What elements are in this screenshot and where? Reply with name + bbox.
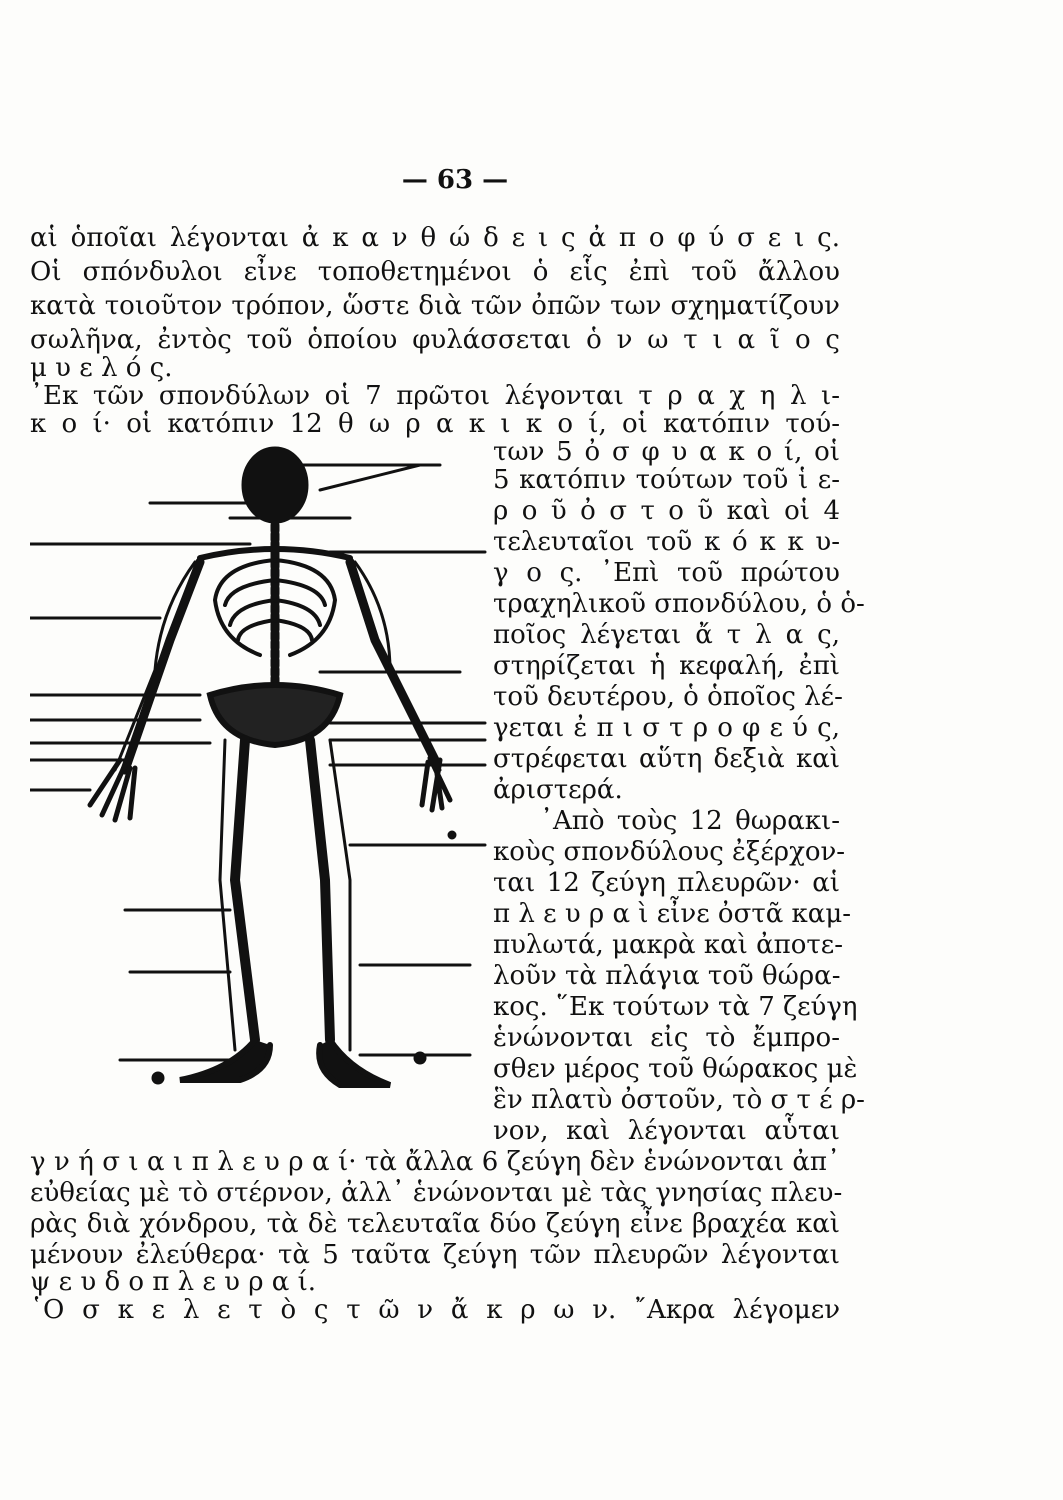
text-line: εὐθείας μὲ τὸ στέρνον, ἀλλ᾿ ἑνώνονται μὲ τὰς γνησίας πλευ-	[30, 1178, 843, 1208]
text-line: λοῦν τὰ πλάγια τοῦ θώρα-	[493, 961, 841, 991]
text-line: πυλωτά, μακρὰ καὶ ἀποτε-	[493, 930, 844, 960]
text-line: στηρίζεται ἡ κεφαλή, ἐπὶ	[493, 651, 840, 681]
text-line: κος. ῞Εκ τούτων τὰ 7 ζεύγη	[493, 992, 858, 1022]
text-line: ᾿Εκ τῶν σπονδύλων οἱ 7 πρῶτοι λέγονται τ ρ α χ η λ ι-	[30, 381, 840, 411]
text-line: ρὰς διὰ χόνδρου, τὰ δὲ τελευταῖα δύο ζεύγη εἶνε βραχέα καὶ	[30, 1209, 840, 1239]
page-number: — 63 —	[401, 165, 509, 195]
text-line: ἀριστερά.	[493, 775, 623, 805]
text-line: στρέφεται αὕτη δεξιὰ καὶ	[493, 744, 840, 774]
text-line: μένουν ἐλεύθερα· τὰ 5 ταῦτα ζεύγη τῶν πλευρῶν λέγονται	[30, 1240, 840, 1270]
text-line: ποῖος λέγεται ἄ τ λ α ς,	[493, 620, 840, 650]
text-line: ἑνώνονται εἰς τὸ ἔμπρο-	[493, 1023, 840, 1053]
text-line: ῾Ο σ κ ε λ ε τ ὸ ς τ ῶ ν ἄ κ ρ ω ν. ῎Ακρα λέγομεν	[30, 1295, 840, 1325]
skeleton-drawing	[30, 440, 490, 1100]
text-line: κ ο ί· οἱ κατόπιν 12 θ ω ρ α κ ι κ ο ί, οἱ κατόπιν τού-	[30, 409, 840, 439]
text-line: π λ ε υ ρ α ὶ εἶνε ὀστᾶ καμ-	[493, 899, 852, 929]
text-line: μ υ ε λ ό ς.	[30, 353, 173, 383]
text-line: γεται ἐ π ι σ τ ρ ο φ ε ύ ς,	[493, 713, 840, 743]
text-line: ἓν πλατὺ ὀστοῦν, τὸ σ τ έ ρ-	[493, 1085, 865, 1115]
text-line: γ ο ς. ᾿Επὶ τοῦ πρώτου	[493, 558, 840, 588]
text-line: των 5 ὀ σ φ υ α κ ο ί, οἱ	[493, 437, 840, 467]
text-line: τελευταῖοι τοῦ κ ό κ κ υ-	[493, 527, 840, 557]
text-line: αἱ ὁποῖαι λέγονται ἀ κ α ν θ ώ δ ε ι ς ἀ π ο φ ύ σ ε ι ς.	[30, 223, 840, 253]
text-line: ρ ο ῦ ὀ σ τ ο ῦ καὶ οἱ 4	[493, 496, 840, 526]
text-line: Οἱ σπόνδυλοι εἶνε τοποθετημένοι ὁ εἷς ἐπὶ τοῦ ἄλλου	[30, 257, 840, 287]
leader-lines	[30, 465, 485, 1060]
text-line: νον, καὶ λέγονται αὗται	[493, 1116, 840, 1146]
text-line: τραχηλικοῦ σπονδύλου, ὁ ὁ-	[493, 589, 865, 619]
text-line: τοῦ δευτέρου, ὁ ὁποῖος λέ-	[493, 682, 843, 712]
text-line: γ ν ή σ ι α ι π λ ε υ ρ α ί· τὰ ἄλλα 6 ζεύγη δὲν ἑνώνονται ἀπ᾿	[30, 1147, 840, 1177]
text-line: 5 κατόπιν τούτων τοῦ ἱ ε-	[493, 465, 840, 495]
text-line: σωλῆνα, ἐντὸς τοῦ ὁποίου φυλάσσεται ὁ ν ω τ ι α ῖ ο ς	[30, 325, 840, 355]
text-line: σθεν μέρος τοῦ θώρακος μὲ	[493, 1054, 858, 1084]
text-line: ται 12 ζεύγη πλευρῶν· αἱ	[493, 868, 840, 898]
text-line: ᾿Απὸ τοὺς 12 θωρακι-	[540, 806, 840, 836]
text-line: κατὰ τοιοῦτον τρόπον, ὥστε διὰ τῶν ὀπῶν των σχηματίζουν	[30, 291, 840, 321]
text-line: ψ ε υ δ ο π λ ε υ ρ α ί.	[30, 1267, 317, 1297]
skeleton-illustration	[30, 440, 490, 1100]
text-line: κοὺς σπονδύλους ἐξέρχον-	[493, 837, 846, 867]
